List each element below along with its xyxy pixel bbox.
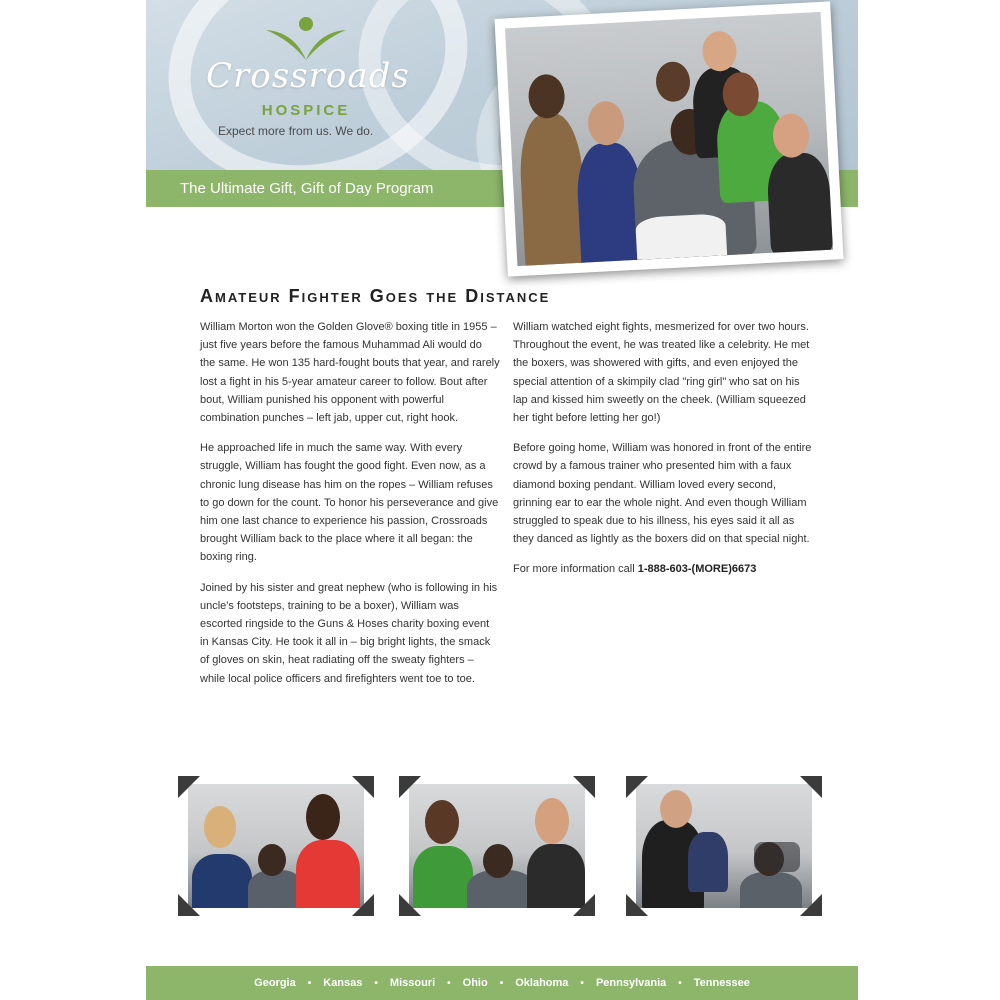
state-list (146, 966, 858, 1000)
separator-dot: • (678, 977, 682, 989)
article-paragraph: Before going home, William was honored in front of the entire crowd by a famous trainer who presented him with a faux diamond boxing pendant. William loved every second, grinning ear to ear the whole night. And even though William struggled to speak due to his illness, his eyes said it all as they danced as lightly as the boxers did on that special night. (513, 442, 812, 546)
state-name: Kansas (323, 977, 363, 989)
logo-subtitle: HOSPICE (261, 102, 351, 119)
contact-line (513, 560, 813, 578)
footer-bar (146, 966, 858, 1000)
flyer-page (146, 0, 858, 1000)
event-photo-image (636, 784, 812, 908)
article-paragraph: Joined by his sister and great nephew (who is following in his uncle's footsteps, training to be a boxer), William was escorted ringside to the Guns & Hoses charity boxing event in Kansas City. He took it all in – big bright lights, the smack of gloves on skin, heat radiating off the sweaty fighters – while local police officers and firefighters went toe to toe. (200, 581, 498, 685)
event-photo-2 (399, 776, 595, 916)
event-photo-image (188, 784, 364, 908)
contact-prefix: For more information call (513, 563, 638, 576)
state-name: Oklahoma (515, 977, 569, 989)
article-title: Amateur Fighter Goes the Distance (200, 286, 551, 306)
article-paragraph: William watched eight fights, mesmerized for over two hours. Throughout the event, he was treated like a celebrity. He met the boxers, was showered with gifts, and even enjoyed the special attention of a skimpily clad "ring girl" who sat on his lap and kissed him sweetly on the cheek. (William squeezed her tight before letting her go!) (513, 321, 810, 425)
separator-dot: • (580, 977, 584, 989)
separator-dot: • (499, 977, 504, 989)
tagline: Expect more from us. We do. (218, 124, 374, 138)
contact-phone: 1-888-603-(MORE)6673 (637, 563, 757, 576)
state-name: Pennsylvania (595, 977, 667, 989)
separator-dot: • (447, 977, 451, 989)
article-paragraph: He approached life in much the same way. With every struggle, William has fought the good fight. Even now, as a chronic lung disease has him on the ropes – William refuses to go down for the count. To honor his perseverance and give him one last chance to experience his passion, Crossroads brought William back to the place where it all began: the boxing ring. (200, 442, 499, 564)
article-column-right (513, 318, 813, 591)
separator-dot: • (307, 977, 312, 989)
event-photo-image (409, 784, 585, 908)
event-photo-3 (626, 776, 822, 916)
group-photo-image (505, 12, 833, 266)
state-name: Ohio (462, 977, 488, 989)
separator-dot: • (374, 977, 378, 989)
article-column-left (200, 318, 500, 700)
group-photo (494, 1, 843, 276)
article-paragraph: William Morton won the Golden Glove® boxing title in 1955 – just five years before the famous Muhammad Ali would do the same. He won 135 hard-fought bouts that year, and rarely lost a fight in his 5-year amateur career to follow. Bout after bout, William punished his opponent with powerful combination punches – left jab, upper cut, right hook. (200, 321, 500, 425)
crossroads-logo (206, 16, 410, 126)
state-name: Georgia (254, 977, 296, 989)
logo-name: Crossroads (206, 56, 410, 96)
state-name: Tennessee (693, 977, 750, 989)
program-title: The Ultimate Gift, Gift of Day Program (180, 180, 434, 197)
event-photo-1 (178, 776, 374, 916)
state-name: Missouri (389, 977, 436, 989)
